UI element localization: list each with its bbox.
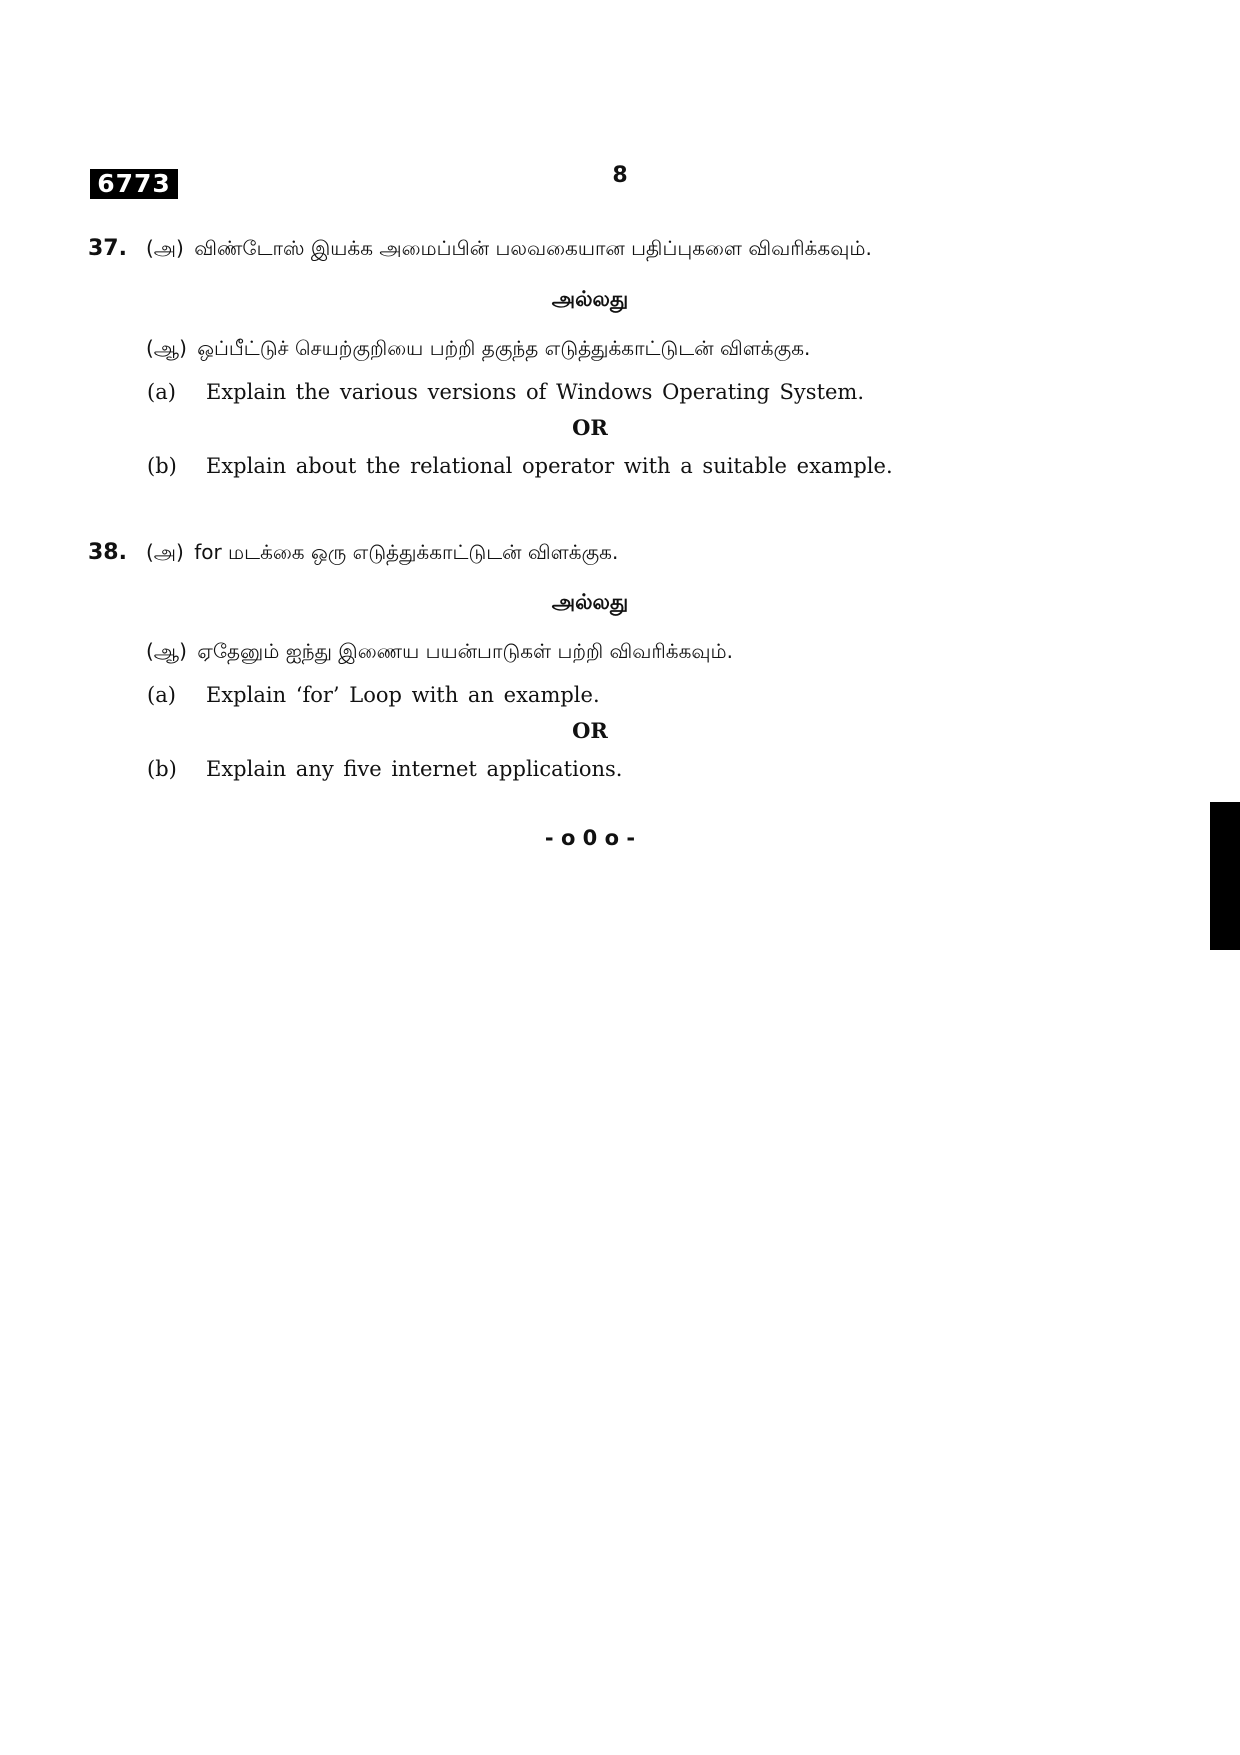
question-38-english-marker-b: (b) (147, 757, 177, 781)
question-37-english-marker-b: (b) (147, 454, 177, 478)
question-38-tamil-option-b (146, 639, 733, 666)
question-37-tamil-option-a (146, 236, 872, 263)
question-38-tamil-or: அல்லது (551, 590, 629, 614)
option-text: விண்டோஸ் இயக்க அமைப்பின் பலவகையான பதிப்புகளை விவரிக்கவும். (194, 236, 872, 260)
question-37-tamil-or: அல்லது (551, 287, 629, 311)
question-37-tamil-option-b (146, 336, 810, 363)
question-37-english-or: OR (572, 415, 608, 440)
option-marker: (ஆ) (146, 639, 187, 663)
question-number-37: 37. (88, 236, 127, 261)
question-38-english-option-b: Explain any five internet applications. (206, 757, 623, 781)
page-number: 8 (612, 163, 628, 188)
option-marker: (அ) (146, 540, 184, 564)
paper-code-badge: 6773 (90, 169, 178, 199)
option-marker: (ஆ) (146, 336, 187, 360)
option-text: ஏதேனும் ஐந்து இணைய பயன்பாடுகள் பற்றி விவரிக்கவும். (197, 639, 733, 663)
question-38-tamil-option-a (146, 540, 618, 567)
question-38-english-marker-a: (a) (147, 683, 176, 707)
option-marker: (அ) (146, 236, 184, 260)
page-edge-marker (1210, 802, 1240, 950)
option-text: for மடக்கை ஒரு எடுத்துக்காட்டுடன் விளக்குக. (194, 540, 619, 564)
question-37-english-option-b: Explain about the relational operator with a suitable example. (206, 454, 893, 478)
question-38-english-or: OR (572, 718, 608, 743)
end-of-paper-mark: - o 0 o - (544, 826, 636, 850)
question-number-38: 38. (88, 540, 127, 565)
question-37-english-marker-a: (a) (147, 380, 176, 404)
option-text: ஒப்பீட்டுச் செயற்குறியை பற்றி தகுந்த எடுத்துக்காட்டுடன் விளக்குக. (197, 336, 811, 360)
question-37-english-option-a: Explain the various versions of Windows Operating System. (206, 380, 865, 404)
question-38-english-option-a: Explain ‘for’ Loop with an example. (206, 683, 600, 707)
